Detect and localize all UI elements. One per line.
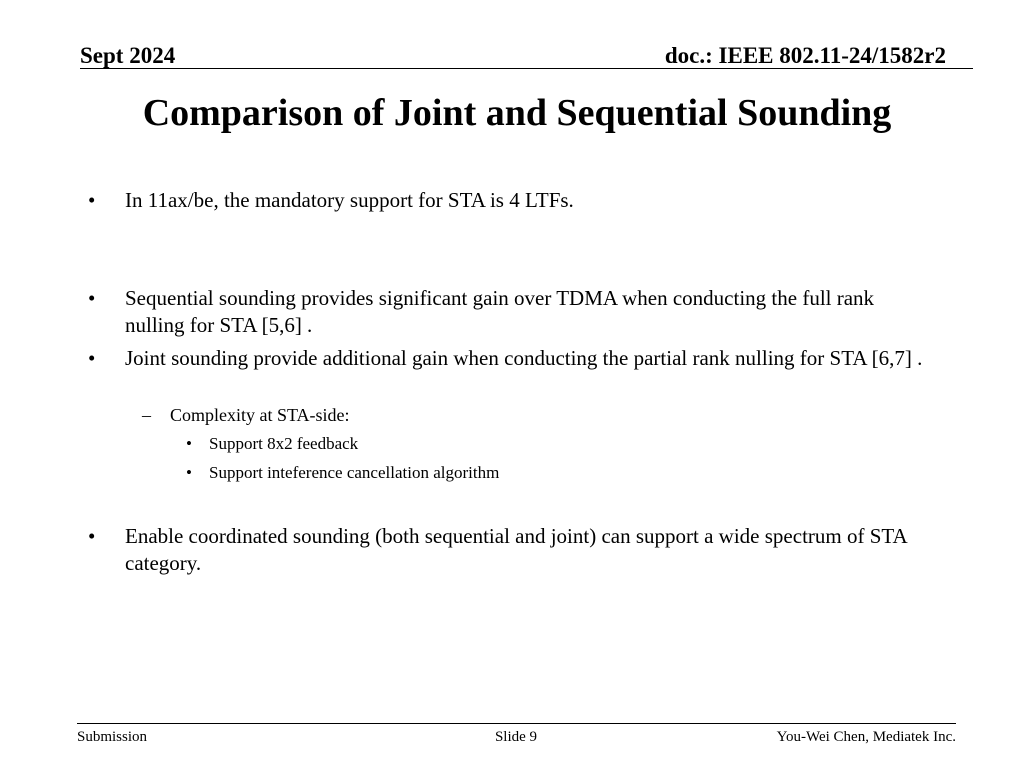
bullet-text: Sequential sounding provides significant gain over TDMA when conducting the full rank nulling for STA [5,6] .: [125, 286, 875, 337]
header-divider: [80, 68, 973, 69]
slide-title: Comparison of Joint and Sequential Sounding: [142, 92, 892, 134]
header-date: Sept 2024: [80, 43, 176, 68]
footer-slide-number: Slide 9: [494, 729, 538, 745]
bullet-item: [88, 187, 945, 214]
bullet-marker: •: [88, 286, 96, 310]
bullet-item: [88, 345, 945, 372]
bullet-marker: •: [88, 346, 96, 370]
sub-sub-bullet-item: [186, 433, 359, 455]
bullet-marker: •: [88, 524, 96, 548]
footer-author: You-Wei Chen, Mediatek Inc.: [776, 729, 956, 745]
bullet-marker: •: [88, 188, 96, 212]
bullet-item: [88, 285, 915, 339]
bullet-text: Enable coordinated sounding (both sequential and joint) can support a wide spectrum of STA category.: [125, 524, 907, 575]
sub-sub-bullet-text: Support inteference cancellation algorithm: [209, 463, 500, 482]
bullet-marker: •: [186, 434, 192, 453]
footer-divider: [77, 723, 956, 724]
bullet-text: Joint sounding provide additional gain when conducting the partial rank nulling for STA [6,7] .: [125, 346, 923, 370]
bullet-marker: •: [186, 463, 192, 482]
header-doc-id: doc.: IEEE 802.11-24/1582r2: [664, 43, 946, 68]
sub-bullet-text: Complexity at STA-side:: [170, 405, 350, 425]
bullet-item: [88, 523, 955, 577]
sub-sub-bullet-item: [186, 462, 500, 484]
sub-bullet-item: [142, 404, 350, 426]
bullet-text: In 11ax/be, the mandatory support for STA is 4 LTFs.: [125, 188, 574, 212]
footer-submission: Submission: [77, 729, 148, 745]
sub-sub-bullet-text: Support 8x2 feedback: [209, 434, 359, 453]
dash-marker: –: [142, 405, 151, 425]
